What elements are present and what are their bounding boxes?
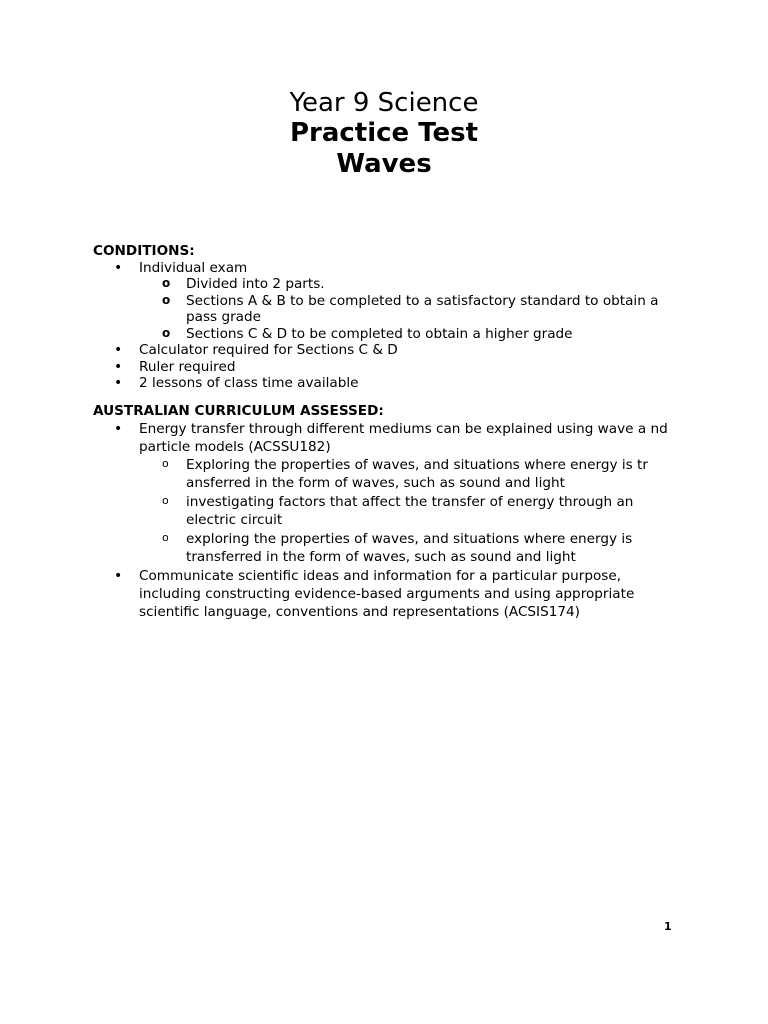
title-test-type: Practice Test — [289, 118, 479, 148]
bullet-icon: • — [114, 342, 123, 358]
hollow-bullet-icon: o — [162, 493, 169, 507]
conditions-list — [93, 260, 683, 392]
sub-list-item-text: Exploring the properties of waves, and situations where energy is tr ansferred in the form of waves, such as sound and light — [186, 456, 648, 491]
sub-list-item-text: exploring the properties of waves, and situations where energy is transferred in the form of waves, such as sound and light — [186, 530, 633, 565]
list-item — [93, 567, 683, 621]
sub-list — [139, 456, 683, 567]
list-item-text: Energy transfer through different mediums can be explained using wave a nd particle models (ACSSU182) — [139, 420, 668, 455]
sub-list-item — [139, 530, 683, 567]
title-topic: Waves — [336, 149, 432, 179]
sub-list-item-text: Sections C & D to be completed to obtain a higher grade — [186, 325, 573, 342]
sub-list-item — [139, 276, 683, 293]
title-subject: Year 9 Science — [289, 88, 479, 118]
list-item-text: Individual exam — [139, 259, 248, 276]
bullet-icon: • — [114, 358, 123, 375]
list-item-text: Ruler required — [139, 358, 236, 375]
sub-list-item-text: Divided into 2 parts. — [186, 276, 325, 292]
sub-list-item — [139, 456, 683, 493]
list-item — [93, 375, 683, 392]
hollow-bullet-icon: o — [162, 276, 171, 290]
sub-list-item — [139, 493, 683, 530]
curriculum-section — [93, 403, 683, 621]
curriculum-list — [93, 420, 683, 621]
list-item — [93, 260, 683, 343]
bullet-icon: • — [114, 375, 123, 391]
sub-list — [139, 276, 683, 342]
sub-list-item-text: investigating factors that affect the transfer of energy through an electric circuit — [186, 493, 634, 528]
list-item-text: Calculator required for Sections C & D — [139, 342, 398, 358]
list-item — [93, 359, 683, 376]
list-item — [93, 420, 683, 567]
bullet-icon: • — [114, 567, 123, 584]
sub-list-item-text: Sections A & B to be completed to a satisfactory standard to obtain a pass grade — [186, 292, 659, 325]
list-item-text: 2 lessons of class time available — [139, 375, 359, 391]
page-number: 1 — [664, 920, 672, 933]
hollow-bullet-icon: o — [162, 292, 171, 307]
conditions-section — [93, 243, 683, 392]
curriculum-heading: AUSTRALIAN CURRICULUM ASSESSED: — [93, 403, 384, 419]
bullet-icon: • — [114, 420, 123, 437]
list-item-text: Communicate scientific ideas and information for a particular purpose, including constructing evidence-based arguments and using appropriate scientific language, conventions and representations (ACSIS174) — [139, 567, 635, 620]
conditions-heading: CONDITIONS: — [93, 243, 195, 259]
title-block — [0, 88, 768, 180]
sub-list-item — [139, 293, 683, 326]
hollow-bullet-icon: o — [162, 530, 169, 544]
sub-list-item — [139, 326, 683, 343]
list-item — [93, 342, 683, 359]
hollow-bullet-icon: o — [162, 456, 169, 470]
bullet-icon: • — [114, 259, 123, 276]
hollow-bullet-icon: o — [162, 325, 171, 340]
